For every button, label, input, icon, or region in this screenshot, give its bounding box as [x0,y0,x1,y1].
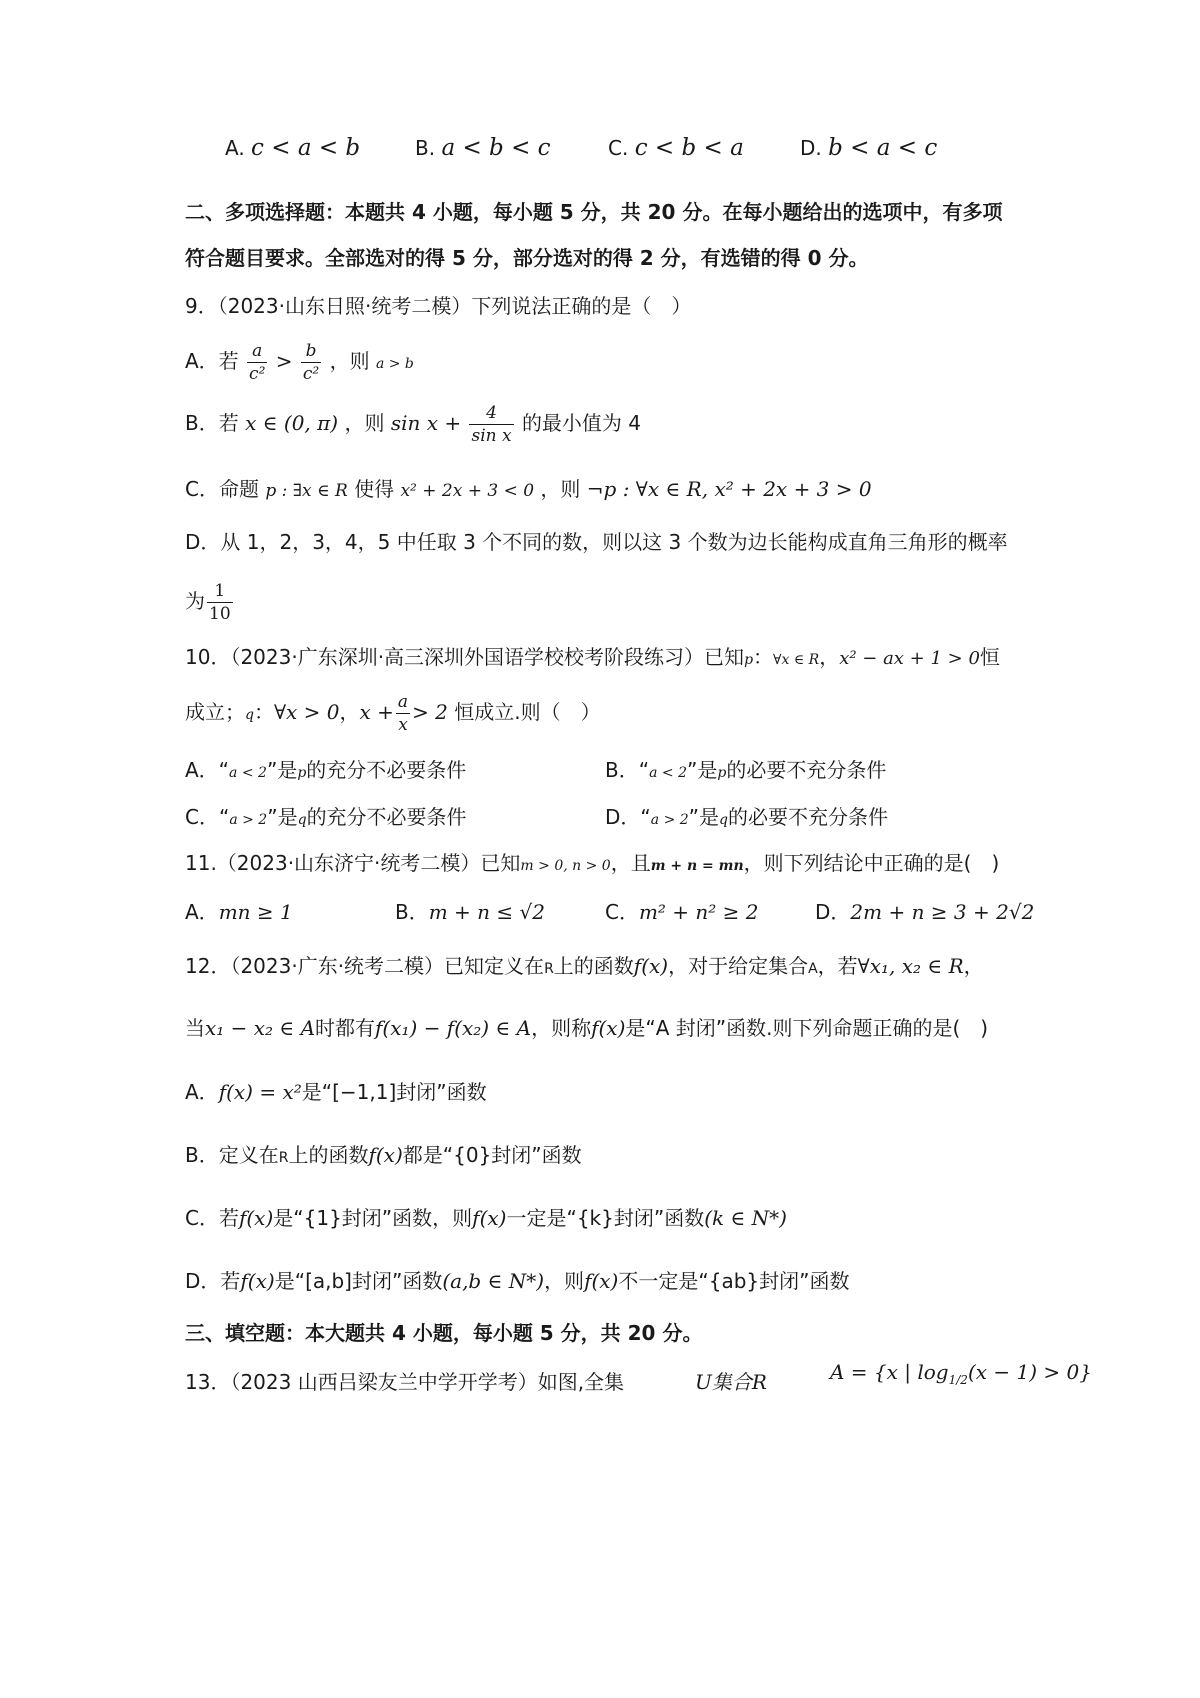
opt-expr: a < 2 [649,765,687,781]
punct: ， [819,645,840,669]
opt-part: 的充分不必要条件 [306,805,467,829]
condition-expr: (k ∈ N*) [704,1206,787,1230]
stem-text: ，若 [817,954,858,978]
opt-part: 的充分不必要条件 [306,758,467,782]
equation-expr: m + n = mn [650,858,744,874]
q11-stem [185,848,999,881]
tail-text: 不一定是“{ab}封闭”函数 [618,1269,850,1293]
p-symbol: p [744,652,754,668]
option-letter: C. [608,136,629,160]
option-prefix: 为 [185,589,205,613]
option-prefix: A． [185,1080,219,1104]
condition-expr: ∀x > 0 [273,700,340,724]
set-r: R [544,961,554,977]
stem-text: 10．（2023·广东深圳·高三深圳外国语学校校考阶段练习）已知 [185,645,745,669]
stem-text: 时都有 [315,1016,376,1040]
opt-part: ”是 [267,805,298,829]
denominator: sin x [471,426,512,446]
q11-option-b [395,897,545,927]
forall-expr: ∀x₁, x₂ ∈ R [857,954,964,978]
option-expr: f(x) = x² [218,1080,302,1104]
function-expr: f(x) [472,1206,507,1230]
punct: ： [253,700,274,724]
option-letter: D. [800,136,822,160]
opt-part: ”是 [266,758,298,782]
opt-symbol: p [297,765,307,781]
q9-option-c [185,474,872,506]
q10-stem-line1 [185,642,1000,675]
stem-text: 11.（2023·山东济宁·统考二模）已知 [185,851,521,875]
conclusion-expr: a > b [375,356,414,372]
set-a: A [808,961,818,977]
q9-option-d-line2 [185,576,235,626]
q9-option-b [185,398,641,448]
tail-text: 恒成立.则（ ） [454,700,601,724]
opt-part: A．“ [185,758,230,782]
q12-stem-line1 [185,951,984,984]
fraction [247,340,267,385]
stem-text: 12．（2023·广东·统考二模）已知定义在 [185,954,545,978]
q12-option-c [185,1203,787,1233]
q9-stem: 9．（2023·山东日照·统考二模）下列说法正确的是（ ） [185,294,692,318]
opt-part: 的必要不充分条件 [728,805,888,829]
option-prefix: C．命题 [185,477,259,501]
opt-part: B．“ [605,758,650,782]
connector-text: ，则 [544,1269,585,1293]
q13-set-a [830,1357,1092,1395]
q12-option-b [185,1140,582,1173]
stem-text: ，对于给定集合 [668,954,809,978]
option-prefix: C．若 [185,1206,239,1230]
q13-stem: 13．（2023 山西吕梁友兰中学开学考）如图,全集 [185,1370,625,1394]
function-expr: f(x) [591,1016,626,1040]
option-expr: 2m + n ≥ 3 + 2√2 [850,900,1035,924]
fraction [469,402,513,447]
tail-text: 的最小值为 4 [521,411,642,435]
option-expr: c < b < a [634,135,744,161]
expr: x + [359,700,394,724]
section3-heading: 三、填空题：本大题共 4 小题，每小题 5 分，共 20 分。 [185,1321,703,1345]
option-expr: c < a < b [251,135,361,161]
option-letter: B. [415,136,436,160]
condition-expr: m > 0, n > 0 [520,858,611,874]
tail-text: 恒 [979,645,1000,669]
tail-text: 是“[−1,1]封闭”函数 [301,1080,487,1104]
numerator: a [247,340,267,363]
option-expr: m² + n² ≥ 2 [638,900,759,924]
q12-option-d [185,1266,849,1296]
section2-heading-line1: 二、多项选择题：本题共 4 小题，每小题 5 分，共 20 分。在每小题给出的选项中，有多项 [185,200,1003,224]
stem-text: ，则称 [531,1016,592,1040]
stem-text: 上的函数 [553,954,634,978]
q9-option-a [185,336,414,389]
opt-expr: a > 2 [650,812,689,828]
set-expr: (x − 1) > 0} [967,1360,1092,1384]
opt-part: 的必要不充分条件 [726,758,887,782]
q8-option-c [608,135,744,161]
connector-text: 是“{1}封闭”函数，则 [273,1206,473,1230]
opt-part: C．“ [185,805,230,829]
option-letter: D． [815,900,851,924]
expr: sin x + [390,411,462,435]
stem-text: 成立； [185,700,245,724]
q8-option-d [800,135,937,161]
option-expr: mn ≥ 1 [218,900,293,924]
numerator: a [397,692,409,712]
tail-text: 都是“{0}封闭”函数 [402,1143,582,1167]
q10-option-b [605,755,886,788]
opt-symbol: q [297,812,307,828]
connector-text: ，则 [344,411,385,435]
inequality-expr: x² + 2x + 3 < 0 [400,481,535,501]
opt-expr: a < 2 [229,765,267,781]
option-letter: A. [225,136,245,160]
function-expr: f(x) [240,1269,275,1293]
operator: > [275,349,299,373]
denominator: 10 [209,604,231,624]
numerator: b [301,340,321,363]
stem-text: 是“A 封闭”函数.则下列命题正确的是( ) [625,1016,989,1040]
q11-option-c [605,897,759,927]
option-prefix: B．定义在 [185,1143,279,1167]
section2-heading-line2: 符合题目要求。全部选对的得 5 分，部分选对的得 2 分，有选错的得 0 分。 [185,246,869,270]
q11-option-a [185,897,293,927]
opt-part: D．“ [605,805,651,829]
function-expr: f(x) [584,1269,619,1293]
fraction [396,691,410,736]
q10-option-c [185,802,467,835]
q10-option-d [605,802,888,835]
fraction [207,580,233,625]
function-expr: f(x) [633,954,669,978]
q13-universal-set: U集合R [695,1370,767,1394]
option-expr: m + n ≤ √2 [428,900,545,924]
opt-symbol: p [717,765,727,781]
log-base: 1/2 [948,1373,968,1387]
condition-expr: (a,b ∈ N*) [442,1269,545,1293]
fraction [301,340,321,385]
connector-text: ，且 [610,851,651,875]
numerator: 4 [469,402,513,425]
set-expr: A = {x | log [830,1360,949,1384]
q11-option-d [815,897,1034,927]
option-prefix: A．若 [185,349,239,373]
punct: ， [339,700,360,724]
option-letter: A． [185,900,219,924]
numerator: 1 [207,580,233,603]
option-expr: a < b < c [441,135,551,161]
function-expr: f(x) [238,1206,274,1230]
connector-text: 使得 [354,477,395,501]
opt-part: ”是 [686,758,718,782]
tail-text: 一定是“{k}封闭”函数 [506,1206,705,1230]
function-expr: f(x) [368,1143,403,1167]
connector-text: ，则 [329,349,370,373]
connector-text: ，则 [540,477,581,501]
q12-stem-line2 [185,1013,988,1043]
stem-text: 当 [185,1016,205,1040]
denominator: c² [249,364,266,384]
condition-expr: x₁ − x₂ ∈ A [205,1016,316,1040]
option-letter: B． [395,900,429,924]
denominator: x [398,715,408,735]
option-letter: C． [605,900,639,924]
opt-part: ”是 [688,805,720,829]
option-prefix: D．若 [185,1269,241,1293]
q8-option-b [415,135,551,161]
negation-expr: ¬p : ∀x ∈ R, x² + 2x + 3 > 0 [586,477,872,501]
q9-option-d-line1: D．从 1，2，3，4，5 中任取 3 个不同的数，则以这 3 个数为边长能构成直角三角形的概率 [185,530,1008,554]
denominator: c² [302,364,320,384]
inequality-expr: x² − ax + 1 > 0 [839,648,980,669]
q12-option-a [185,1077,487,1107]
q-symbol: q [245,707,254,723]
q10-stem-line2 [185,687,601,740]
result-expr: f(x₁) − f(x₂) ∈ A [375,1016,532,1040]
forall-expr: ∀x ∈ R [773,652,820,668]
punct: ， [963,954,984,978]
option-prefix: B．若 [185,411,239,435]
proposition-expr: p : ∃x ∈ R [265,481,348,501]
connector-text: 上的函数 [288,1143,369,1167]
q8-option-a [225,135,360,161]
option-expr: b < a < c [828,135,938,161]
set-r: R [278,1150,289,1166]
tail-text: ，则下列结论中正确的是( ) [743,851,1000,875]
operator: > 2 [412,700,448,724]
q10-option-a [185,755,466,788]
opt-expr: a > 2 [229,812,268,828]
punct: ： [753,645,774,669]
connector-text: 是“[a,b]封闭”函数 [274,1269,443,1293]
condition-expr: x ∈ (0, π) [245,411,339,435]
opt-symbol: q [719,812,728,828]
